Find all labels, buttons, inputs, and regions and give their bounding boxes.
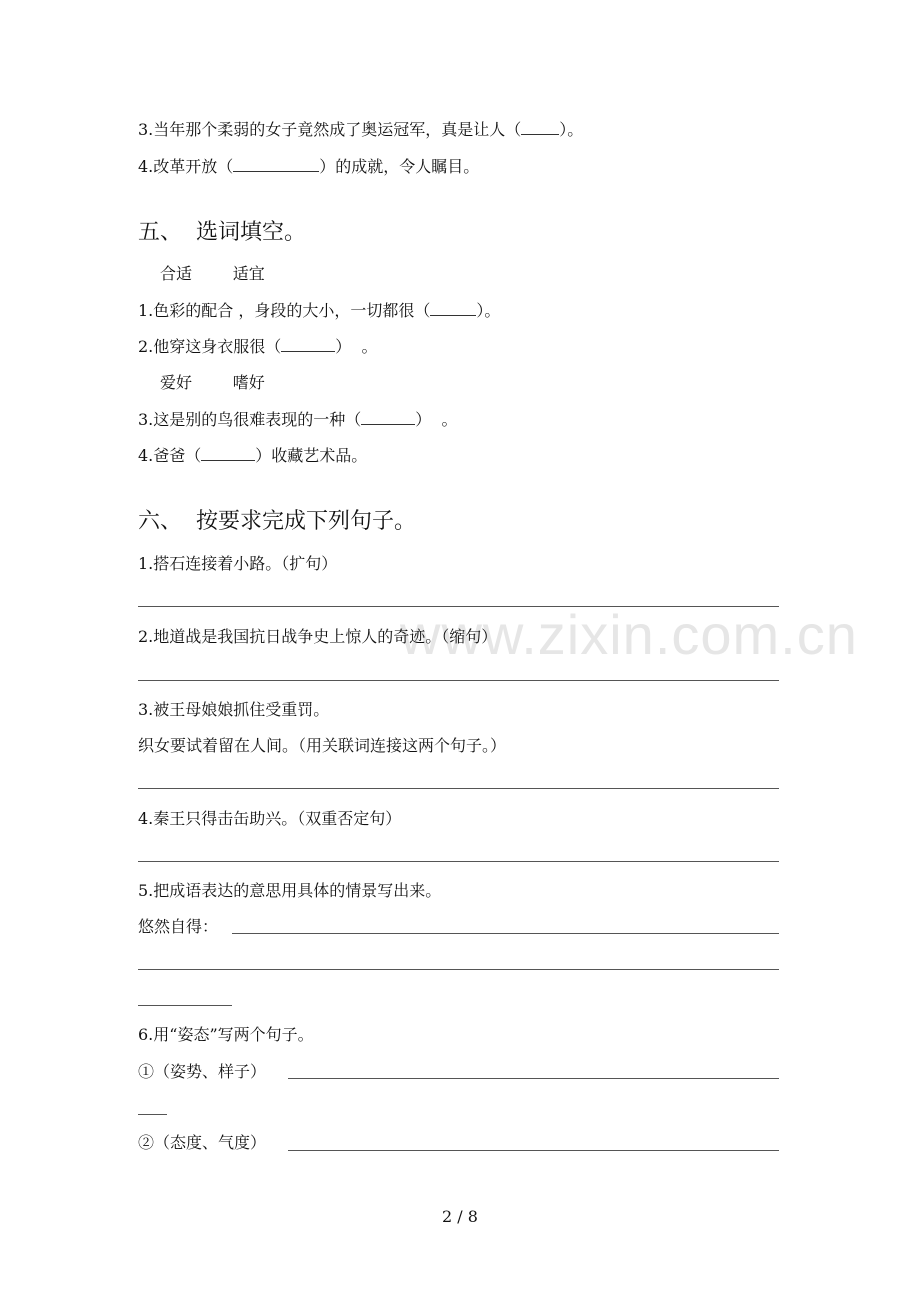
q-text: ） 。 [335, 337, 378, 356]
answer-line[interactable] [138, 606, 779, 607]
q-text: ）。 [476, 301, 501, 320]
question-6-3-instruction: 织女要试着留在人间。（用关联词连接这两个句子。） [138, 736, 507, 755]
question-6-4: 4.秦王只得击缶助兴。（双重否定句） [138, 809, 402, 828]
answer-line[interactable] [232, 933, 779, 934]
question-6-6: 6.用“姿态”写两个句子。 [138, 1025, 314, 1044]
answer-line[interactable] [138, 1005, 232, 1006]
q-text: ）。 [559, 120, 584, 139]
section-5-heading: 五、 选词填空。 [138, 220, 306, 245]
question-5-4 [138, 445, 367, 467]
question-5-1 [138, 300, 500, 322]
question-5-2 [138, 336, 377, 358]
q-text: ） 。 [415, 410, 458, 429]
answer-line[interactable] [288, 1150, 779, 1151]
answer-blank[interactable] [361, 410, 415, 425]
q-text: ）收藏艺术品。 [255, 446, 368, 465]
page-number: 2 / 8 [442, 1207, 478, 1226]
answer-line[interactable] [138, 861, 779, 862]
answer-blank[interactable] [521, 120, 559, 135]
answer-blank[interactable] [233, 157, 319, 172]
answer-line[interactable] [138, 969, 779, 970]
sentence-b-label: ②（态度、气度） [138, 1133, 267, 1152]
sentence-a-label: ①（姿势、样子） [138, 1062, 267, 1081]
q-text: 3.当年那个柔弱的女子竟然成了奥运冠军，真是让人（ [138, 120, 522, 139]
answer-line[interactable] [288, 1078, 779, 1079]
q-text: 4.改革开放（ [138, 157, 234, 176]
answer-line[interactable] [138, 1114, 167, 1115]
question-6-2: 2.地道战是我国抗日战争史上惊人的奇迹。（缩句） [138, 627, 498, 646]
section-6-heading: 六、 按要求完成下列句子。 [138, 509, 416, 534]
question-4-3 [138, 119, 583, 141]
answer-blank[interactable] [430, 301, 476, 316]
watermark: www.zixin.com.cn [400, 603, 858, 666]
answer-blank[interactable] [201, 446, 255, 461]
q-text: ）的成就，令人瞩目。 [319, 157, 480, 176]
answer-blank[interactable] [281, 337, 335, 352]
answer-line[interactable] [138, 680, 779, 681]
question-5-3 [138, 409, 457, 431]
q-text: 2.他穿这身衣服很（ [138, 337, 282, 356]
question-6-3: 3.被王母娘娘抓住受重罚。 [138, 700, 330, 719]
q-text: 4.爸爸（ [138, 446, 202, 465]
answer-line[interactable] [138, 788, 779, 789]
idiom-label: 悠然自得： [138, 917, 219, 936]
word-choices-2: 爱好 嗜好 [160, 373, 265, 392]
word-choices-1: 合适 适宜 [160, 264, 265, 283]
q-text: 1.色彩的配合 ，身段的大小，一切都很（ [138, 301, 431, 320]
question-6-1: 1.搭石连接着小路。（扩句） [138, 554, 338, 573]
q-text: 3.这是别的鸟很难表现的一种（ [138, 410, 362, 429]
question-4-4 [138, 156, 479, 178]
question-6-5: 5.把成语表达的意思用具体的情景写出来。 [138, 881, 442, 900]
